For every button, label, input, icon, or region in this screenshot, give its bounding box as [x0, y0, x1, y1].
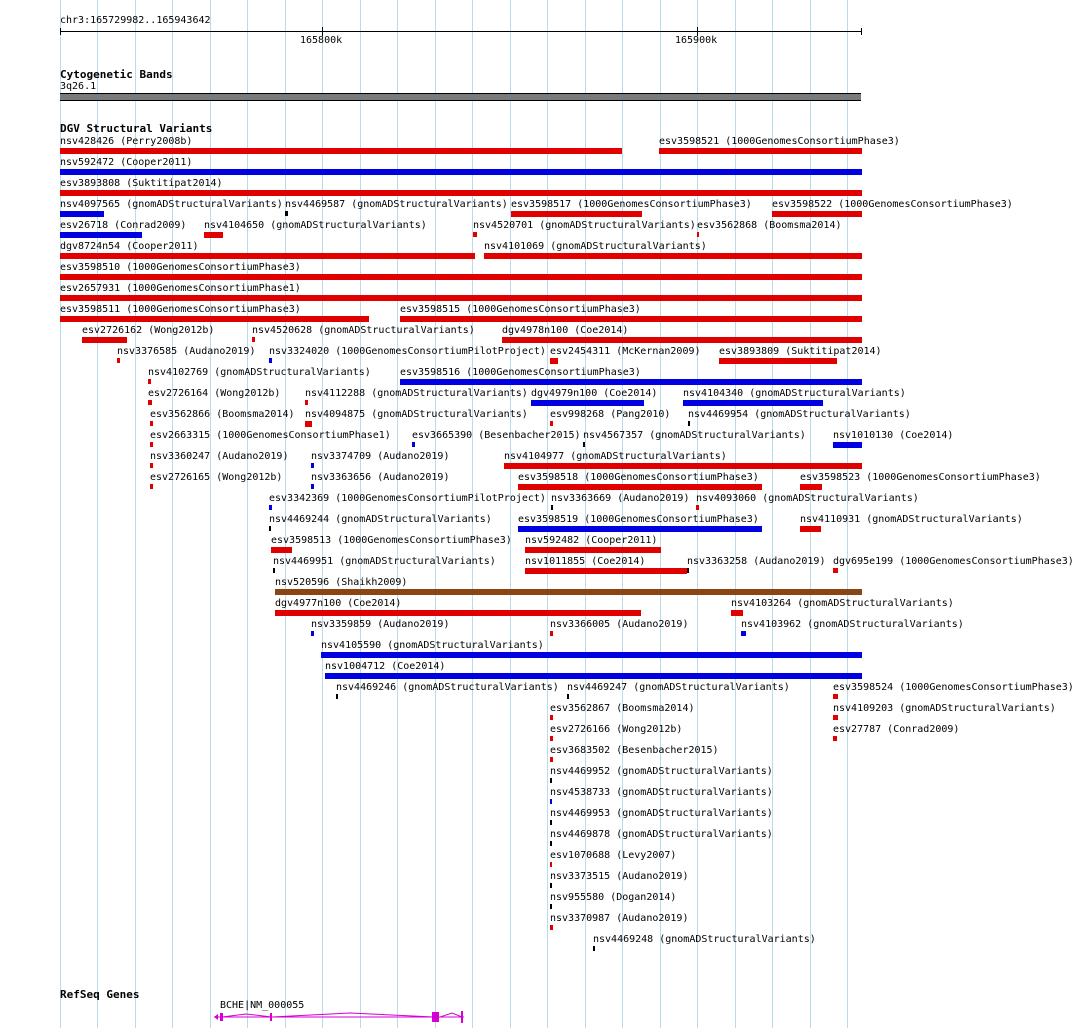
- variant-label[interactable]: nsv3359859 (Audano2019): [311, 619, 450, 630]
- ruler-line[interactable]: [60, 31, 861, 32]
- variant-bar[interactable]: [473, 232, 477, 237]
- variant-bar[interactable]: [269, 358, 272, 363]
- variant-label[interactable]: nsv4105590 (gnomADStructuralVariants): [321, 640, 544, 651]
- gene-model-bche[interactable]: [210, 1008, 470, 1026]
- variant-label[interactable]: nsv3363669 (Audano2019): [551, 493, 690, 504]
- variant-bar[interactable]: [204, 232, 223, 238]
- variant-label[interactable]: nsv4520701 (gnomADStructuralVariants): [473, 220, 696, 231]
- variant-label[interactable]: nsv592482 (Cooper2011): [525, 535, 658, 546]
- variant-bar[interactable]: [697, 232, 699, 237]
- variant-bar[interactable]: [833, 442, 862, 448]
- variant-bar[interactable]: [511, 211, 642, 217]
- variant-bar[interactable]: [60, 274, 862, 280]
- variant-bar[interactable]: [567, 694, 569, 699]
- variant-label[interactable]: esv3665390 (Besenbacher2015): [412, 430, 581, 441]
- variant-label[interactable]: nsv4469587 (gnomADStructuralVariants): [285, 199, 508, 210]
- variant-bar[interactable]: [269, 505, 272, 510]
- variant-label[interactable]: esv998268 (Pang2010): [550, 409, 671, 420]
- variant-label[interactable]: nsv4103264 (gnomADStructuralVariants): [731, 598, 954, 609]
- intron-line: [272, 1013, 434, 1017]
- variant-label[interactable]: esv3598519 (1000GenomesConsortiumPhase3): [518, 514, 759, 525]
- location-label: chr3:165729982..165943642: [60, 15, 211, 26]
- variant-label[interactable]: esv3342369 (1000GenomesConsortiumPilotProject): [269, 493, 546, 504]
- variant-bar[interactable]: [305, 421, 312, 427]
- variant-label[interactable]: nsv3363258 (Audano2019): [687, 556, 826, 567]
- variant-bar[interactable]: [550, 925, 553, 930]
- variant-bar[interactable]: [550, 757, 553, 762]
- variant-bar[interactable]: [772, 211, 862, 217]
- variant-label[interactable]: esv3598524 (1000GenomesConsortiumPhase3): [833, 682, 1074, 693]
- variant-label[interactable]: nsv3374709 (Audano2019): [311, 451, 450, 462]
- variant-label[interactable]: esv3562868 (Boomsma2014): [697, 220, 842, 231]
- variant-bar[interactable]: [311, 463, 314, 468]
- variant-bar[interactable]: [550, 862, 552, 867]
- variant-bar[interactable]: [659, 148, 862, 154]
- variant-bar[interactable]: [550, 904, 552, 909]
- variant-bar[interactable]: [60, 232, 142, 238]
- variant-bar[interactable]: [311, 484, 314, 489]
- variant-bar[interactable]: [60, 253, 475, 259]
- variant-label[interactable]: nsv4101069 (gnomADStructuralVariants): [484, 241, 707, 252]
- variant-label[interactable]: esv3893809 (Suktitipat2014): [719, 346, 882, 357]
- variant-label[interactable]: nsv4469248 (gnomADStructuralVariants): [593, 934, 816, 945]
- variant-bar[interactable]: [800, 526, 821, 532]
- ruler-end: [861, 28, 862, 35]
- variant-label[interactable]: esv2657931 (1000GenomesConsortiumPhase1): [60, 283, 301, 294]
- variant-label[interactable]: nsv4469953 (gnomADStructuralVariants): [550, 808, 773, 819]
- variant-label[interactable]: nsv955580 (Dogan2014): [550, 892, 677, 903]
- variant-bar[interactable]: [550, 421, 553, 426]
- variant-bar[interactable]: [148, 400, 152, 405]
- cytoband-label: 3q26.1: [60, 81, 97, 92]
- variant-bar[interactable]: [550, 883, 552, 888]
- variant-bar[interactable]: [550, 736, 553, 741]
- variant-bar[interactable]: [271, 547, 292, 553]
- variant-label[interactable]: nsv4469244 (gnomADStructuralVariants): [269, 514, 492, 525]
- variant-label[interactable]: nsv3363656 (Audano2019): [311, 472, 450, 483]
- variant-bar[interactable]: [273, 568, 275, 573]
- variant-bar[interactable]: [325, 673, 862, 679]
- variant-bar[interactable]: [60, 295, 862, 301]
- variant-label[interactable]: nsv3360247 (Audano2019): [150, 451, 289, 462]
- variant-label[interactable]: nsv4097565 (gnomADStructuralVariants): [60, 199, 283, 210]
- variant-label[interactable]: nsv1011855 (Coe2014): [525, 556, 646, 567]
- variant-label[interactable]: nsv4110931 (gnomADStructuralVariants): [800, 514, 1023, 525]
- variant-bar[interactable]: [688, 421, 690, 426]
- gene-label: BCHE|NM_000055: [220, 1000, 305, 1011]
- variant-bar[interactable]: [275, 610, 641, 616]
- variant-bar[interactable]: [833, 736, 837, 741]
- grid-line: [247, 0, 248, 1028]
- variant-label[interactable]: esv26718 (Conrad2009): [60, 220, 187, 231]
- variant-label[interactable]: esv2726166 (Wong2012b): [550, 724, 683, 735]
- variant-bar[interactable]: [833, 694, 838, 699]
- exon: [220, 1013, 223, 1021]
- variant-bar[interactable]: [583, 442, 585, 447]
- variant-label[interactable]: esv3598515 (1000GenomesConsortiumPhase3): [400, 304, 641, 315]
- variant-label[interactable]: nsv4102769 (gnomADStructuralVariants): [148, 367, 371, 378]
- variant-bar[interactable]: [687, 568, 689, 573]
- variant-bar[interactable]: [550, 841, 552, 846]
- variant-bar[interactable]: [551, 505, 553, 510]
- variant-bar[interactable]: [719, 358, 837, 364]
- variant-label[interactable]: dgv8724n54 (Cooper2011): [60, 241, 199, 252]
- variant-bar[interactable]: [525, 568, 687, 574]
- track-title-refseq[interactable]: RefSeq Genes: [60, 988, 140, 1001]
- variant-bar[interactable]: [502, 337, 862, 343]
- variant-bar[interactable]: [60, 169, 862, 175]
- variant-label[interactable]: esv2663315 (1000GenomesConsortiumPhase1): [150, 430, 391, 441]
- variant-label[interactable]: esv3598522 (1000GenomesConsortiumPhase3): [772, 199, 1013, 210]
- variant-bar[interactable]: [311, 631, 314, 636]
- variant-bar[interactable]: [275, 589, 862, 595]
- variant-bar[interactable]: [60, 148, 622, 154]
- variant-bar[interactable]: [148, 379, 151, 384]
- variant-label[interactable]: esv3598521 (1000GenomesConsortiumPhase3): [659, 136, 900, 147]
- variant-bar[interactable]: [400, 379, 862, 385]
- intron-line: [440, 1013, 462, 1017]
- variant-label[interactable]: nsv4094875 (gnomADStructuralVariants): [305, 409, 528, 420]
- variant-bar[interactable]: [550, 715, 553, 720]
- variant-label[interactable]: dgv4977n100 (Coe2014): [275, 598, 402, 609]
- exon: [461, 1011, 463, 1023]
- strand-arrow: [214, 1014, 218, 1020]
- variant-label[interactable]: nsv4104977 (gnomADStructuralVariants): [504, 451, 727, 462]
- variant-label[interactable]: esv3893808 (Suktitipat2014): [60, 178, 223, 189]
- grid-line: [772, 0, 773, 1028]
- variant-label[interactable]: esv3598518 (1000GenomesConsortiumPhase3): [518, 472, 759, 483]
- variant-label[interactable]: esv3683502 (Besenbacher2015): [550, 745, 719, 756]
- variant-bar[interactable]: [150, 463, 153, 468]
- variant-bar[interactable]: [484, 253, 862, 259]
- variant-bar[interactable]: [833, 715, 838, 720]
- grid-line: [135, 0, 136, 1028]
- variant-bar[interactable]: [550, 778, 552, 783]
- variant-bar[interactable]: [252, 337, 255, 342]
- variant-label[interactable]: esv3598513 (1000GenomesConsortiumPhase3): [271, 535, 512, 546]
- variant-bar[interactable]: [285, 211, 288, 216]
- variant-bar[interactable]: [683, 400, 823, 406]
- variant-bar[interactable]: [550, 358, 558, 364]
- variant-bar[interactable]: [321, 652, 862, 658]
- variant-bar[interactable]: [504, 463, 862, 469]
- variant-label[interactable]: dgv4979n100 (Coe2014): [531, 388, 658, 399]
- variant-label[interactable]: esv3562867 (Boomsma2014): [550, 703, 695, 714]
- variant-label[interactable]: esv2726162 (Wong2012b): [82, 325, 215, 336]
- ruler-end: [60, 28, 61, 35]
- variant-label[interactable]: nsv3370987 (Audano2019): [550, 913, 689, 924]
- variant-label[interactable]: esv2726165 (Wong2012b): [150, 472, 283, 483]
- variant-label[interactable]: nsv4469954 (gnomADStructuralVariants): [688, 409, 911, 420]
- variant-bar[interactable]: [336, 694, 338, 699]
- variant-label[interactable]: nsv4469246 (gnomADStructuralVariants): [336, 682, 559, 693]
- variant-label[interactable]: esv2726164 (Wong2012b): [148, 388, 281, 399]
- variant-label[interactable]: nsv4469247 (gnomADStructuralVariants): [567, 682, 790, 693]
- variant-bar[interactable]: [150, 484, 153, 489]
- variant-label[interactable]: nsv4538733 (gnomADStructuralVariants): [550, 787, 773, 798]
- variant-bar[interactable]: [800, 484, 822, 490]
- variant-label[interactable]: esv3598523 (1000GenomesConsortiumPhase3): [800, 472, 1041, 483]
- variant-label[interactable]: esv1070688 (Levy2007): [550, 850, 677, 861]
- track-title-cytobands[interactable]: Cytogenetic Bands: [60, 68, 173, 81]
- grid-line: [60, 0, 61, 1028]
- variant-bar[interactable]: [518, 526, 762, 532]
- variant-bar[interactable]: [400, 316, 862, 322]
- variant-label[interactable]: nsv3366005 (Audano2019): [550, 619, 689, 630]
- variant-bar[interactable]: [741, 631, 746, 636]
- variant-label[interactable]: dgv4978n100 (Coe2014): [502, 325, 629, 336]
- variant-label[interactable]: esv3598511 (1000GenomesConsortiumPhase3): [60, 304, 301, 315]
- grid-line: [172, 0, 173, 1028]
- variant-label[interactable]: nsv3376585 (Audano2019): [117, 346, 256, 357]
- variant-bar[interactable]: [731, 610, 743, 616]
- variant-label[interactable]: nsv4093060 (gnomADStructuralVariants): [696, 493, 919, 504]
- variant-bar[interactable]: [60, 316, 369, 322]
- variant-label[interactable]: nsv4103962 (gnomADStructuralVariants): [741, 619, 964, 630]
- variant-bar[interactable]: [412, 442, 415, 447]
- variant-label[interactable]: nsv3324020 (1000GenomesConsortiumPilotProject): [269, 346, 546, 357]
- grid-line: [510, 0, 511, 1028]
- variant-label[interactable]: dgv695e199 (1000GenomesConsortiumPhase3): [833, 556, 1074, 567]
- variant-bar[interactable]: [531, 400, 644, 406]
- variant-label[interactable]: nsv428426 (Perry2008b): [60, 136, 193, 147]
- variant-bar[interactable]: [60, 190, 862, 196]
- variant-bar[interactable]: [269, 526, 271, 531]
- variant-label[interactable]: nsv4112288 (gnomADStructuralVariants): [305, 388, 528, 399]
- ruler-tick-label: 165800k: [300, 35, 343, 46]
- variant-bar[interactable]: [525, 547, 661, 553]
- variant-bar[interactable]: [518, 484, 762, 490]
- exon: [432, 1012, 439, 1022]
- variant-label[interactable]: nsv592472 (Cooper2011): [60, 157, 193, 168]
- variant-label[interactable]: nsv1004712 (Coe2014): [325, 661, 446, 672]
- variant-label[interactable]: nsv4104340 (gnomADStructuralVariants): [683, 388, 906, 399]
- variant-label[interactable]: esv27787 (Conrad2009): [833, 724, 960, 735]
- cytoband-bar[interactable]: [60, 93, 861, 101]
- variant-bar[interactable]: [550, 631, 553, 636]
- grid-line: [97, 0, 98, 1028]
- variant-bar[interactable]: [593, 946, 595, 951]
- variant-label[interactable]: esv3598517 (1000GenomesConsortiumPhase3): [511, 199, 752, 210]
- variant-label[interactable]: esv2454311 (McKernan2009): [550, 346, 701, 357]
- variant-bar[interactable]: [60, 211, 104, 217]
- track-title-dgv[interactable]: DGV Structural Variants: [60, 122, 213, 135]
- variant-bar[interactable]: [305, 400, 308, 405]
- variant-label[interactable]: nsv4567357 (gnomADStructuralVariants): [583, 430, 806, 441]
- variant-label[interactable]: nsv4469878 (gnomADStructuralVariants): [550, 829, 773, 840]
- variant-label[interactable]: nsv4469951 (gnomADStructuralVariants): [273, 556, 496, 567]
- grid-line: [210, 0, 211, 1028]
- variant-label[interactable]: esv3598516 (1000GenomesConsortiumPhase3): [400, 367, 641, 378]
- variant-bar[interactable]: [150, 442, 153, 447]
- exon: [270, 1013, 272, 1021]
- variant-label[interactable]: nsv520596 (Shaikh2009): [275, 577, 408, 588]
- variant-label[interactable]: nsv4469952 (gnomADStructuralVariants): [550, 766, 773, 777]
- ruler-tick-label: 165900k: [675, 35, 718, 46]
- variant-bar[interactable]: [150, 421, 153, 426]
- variant-bar[interactable]: [117, 358, 120, 363]
- variant-label[interactable]: esv3562866 (Boomsma2014): [150, 409, 295, 420]
- variant-bar[interactable]: [550, 820, 552, 825]
- variant-label[interactable]: nsv4104650 (gnomADStructuralVariants): [204, 220, 427, 231]
- variant-label[interactable]: nsv4520628 (gnomADStructuralVariants): [252, 325, 475, 336]
- variant-bar[interactable]: [696, 505, 699, 510]
- variant-label[interactable]: esv3598510 (1000GenomesConsortiumPhase3): [60, 262, 301, 273]
- variant-bar[interactable]: [82, 337, 127, 343]
- variant-label[interactable]: nsv1010130 (Coe2014): [833, 430, 954, 441]
- variant-bar[interactable]: [550, 799, 552, 804]
- variant-label[interactable]: nsv3373515 (Audano2019): [550, 871, 689, 882]
- variant-bar[interactable]: [833, 568, 838, 573]
- variant-label[interactable]: nsv4109203 (gnomADStructuralVariants): [833, 703, 1056, 714]
